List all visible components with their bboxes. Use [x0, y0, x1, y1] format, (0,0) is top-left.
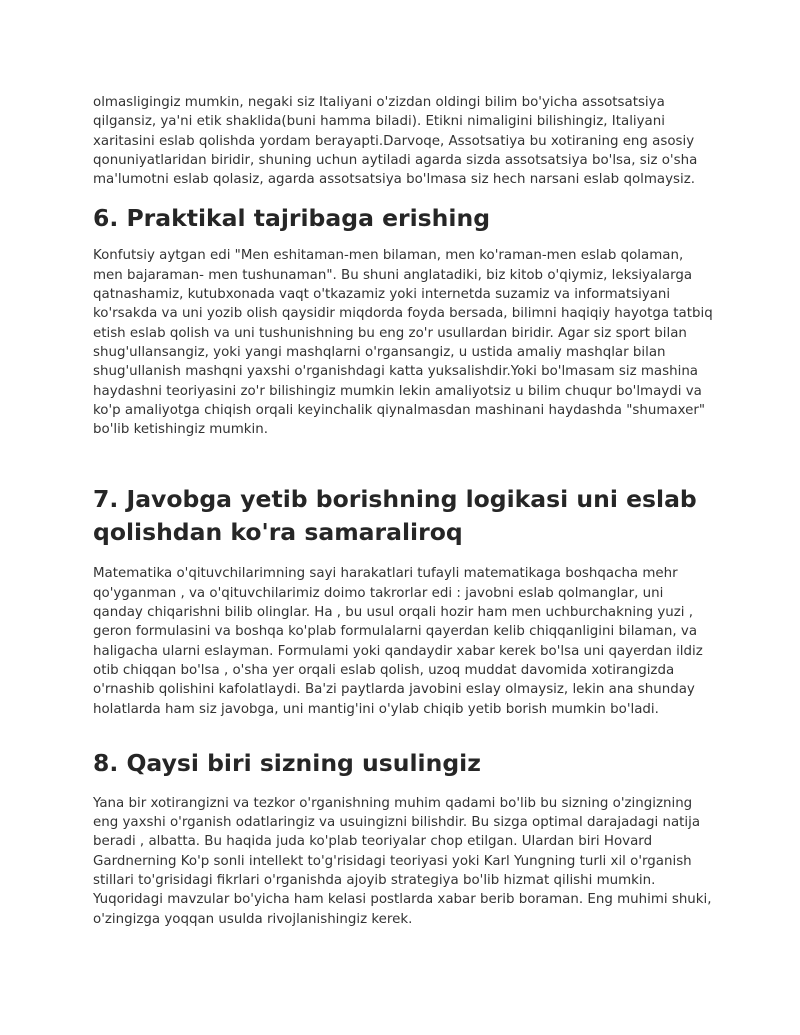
document-page — [93, 93, 713, 929]
section-8-heading: 8. Qaysi biri sizning usulingiz — [93, 748, 481, 777]
section-7-heading: 7. Javobga yetib borishning logikasi uni eslab qolishdan ko'ra samaraliroq — [93, 485, 697, 547]
section-7-paragraph: Matematika o'qituvchilarimning sayi harakatlari tufayli matematikaga boshqacha mehr qo'yganman , va o'qituvchilarimiz doimo takrorlar edi : javobni eslab qolmanglar, uni qanday chiqarishni bilib olinglar. Ha , bu usul orqali hozir ham men uchburchakning yuzi , geron formulasini va boshqa ko'plab formulalarni qayerdan kelib chiqqanligini bilaman, va haligacha ularni eslayman. Formulami yoki qandaydir xabar kerek bo'lsa uni qayerdan ildiz otib chiqqan bo'lsa , o'sha yer orqali eslab qolish, uzoq muddat davomida xotirangizda o'rnashib qolishini kafolatlaydi. Ba'zi paytlarda javobini eslay olmaysiz, lekin ana shunday holatlarda ham siz javobga, uni mantig'ini o'ylab chiqib yetib borish mumkin bo'ladi. — [93, 566, 703, 717]
intro-paragraph: olmasligingiz mumkin, negaki siz Italiyani o'zizdan oldingi bilim bo'yicha assotsatsiya qilgansiz, ya'ni etik shaklida(buni hamma biladi). Etikni nimaligini bilishingiz, Italiyani xaritasini eslab qolishda yordam berayapti.Darvoqe, Assotsatiya bu xotiraning eng asosiy qonuniyatlaridan biridir, shuning uchun aytiladi agarda sizda assotsatsiya bo'lsa, siz o'sha ma'lumotni eslab qolasiz, agarda assotsatsiya bo'lmasa siz hech narsani eslab qolmaysiz. — [93, 95, 698, 188]
section-8-paragraph: Yana bir xotirangizni va tezkor o'rganishning muhim qadami bo'lib bu sizning o'zingizning eng yaxshi o'rganish odatlaringiz va usuingizni bilishdir. Bu sizga optimal darajadagi natija beradi , albatta. Bu haqida juda ko'plab teoriyalar chop etilgan. Ulardan biri Hovard Gardnerning Ko'p sonli intellekt to'g'risidagi teoriyasi yoki Karl Yungning turli xil o'rganish stillari to'grisidagi fikrlari o'rganishda ajoyib strategiya bo'lib hizmat qilishi mumkin. Yuqoridagi mavzular bo'yicha ham kelasi postlarda xabar berib boraman. Eng muhimi shuki, o'zingizga yoqqan usulda rivojlanishingiz kerek. — [93, 795, 712, 927]
section-6-heading: 6. Praktikal tajribaga erishing — [93, 204, 491, 233]
section-6-paragraph: Konfutsiy aytgan edi "Men eshitaman-men bilaman, men ko'raman-men eslab qolaman, men bajaraman- men tushunaman". Bu shuni anglatadiki, biz kitob o'qiymiz, leksiyalarga qatnashamiz, kutubxonada vaqt o'tkazamiz yoki internetda suzamiz va informatsiyani ko'rsakda va uni yozib olish qaysidir miqdorda foyda bersada, bilimni haqiqiy hayotga tatbiq etish eslab qolish va uni tushunishning bu eng zo'r usullardan biridir. Agar siz sport bilan shug'ullansangiz, yoki yangi mashqlarni o'rgansangiz, u ustida amaliy mashqlar bilan shug'ullanish mashqni yaxshi o'rganishdagi katta yuksalishdir.Yoki bo'lmasam siz mashina haydashni teoriyasini zo'r bilishingiz mumkin lekin amaliyotsiz u bilim chuqur bo'lmaydi va ko'p amaliyotga chiqish orqali keyinchalik qiynalmasdan mashinani haydashda "shumaxer" bo'lib ketishingiz mumkin. — [93, 248, 713, 438]
